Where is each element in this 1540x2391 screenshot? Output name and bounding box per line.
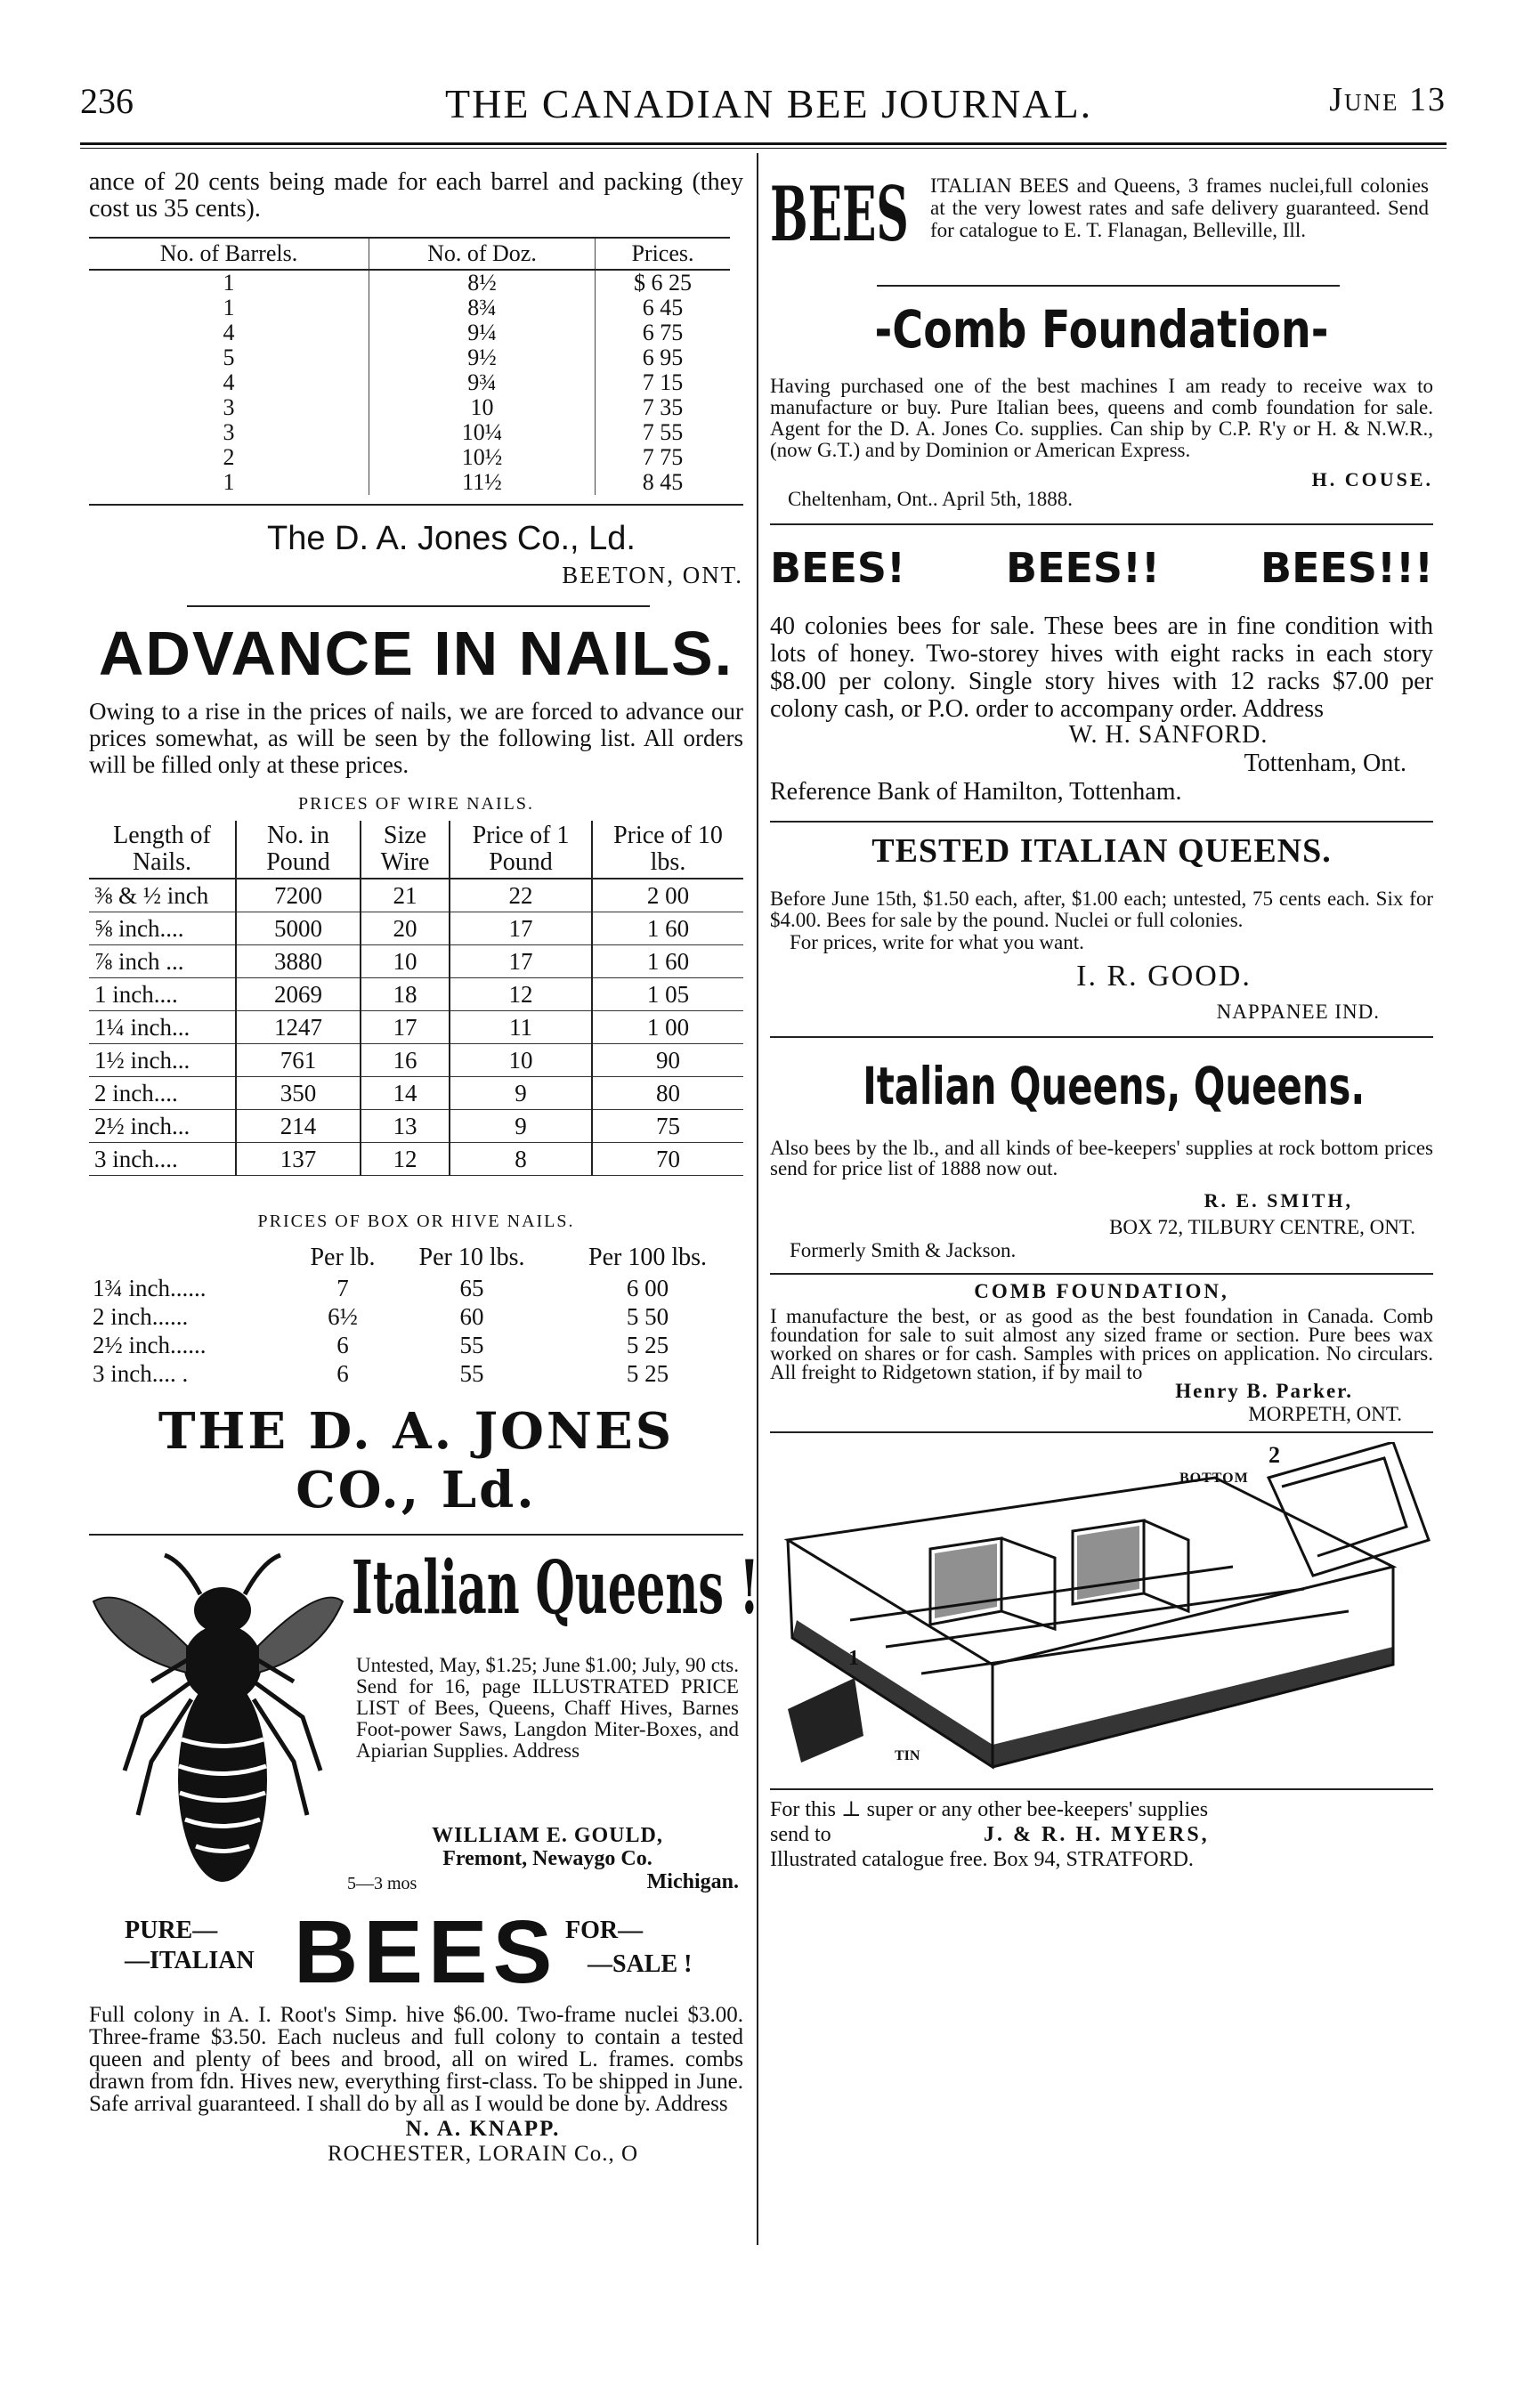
box-per100-header: Per 100 lbs.: [588, 1244, 707, 1271]
wire-cell: ⅜ & ½ inch: [89, 879, 236, 912]
barrel-intro: ance of 20 cents being made for each barrel and packing (they cost us 35 cents).: [89, 168, 743, 223]
barrel-price-table: [89, 237, 730, 495]
barrel-cell: 2: [223, 444, 235, 470]
wire-nails-title: PRICES OF WIRE NAILS.: [298, 794, 534, 814]
wire-cell: 2 00: [592, 879, 743, 912]
wire-cell: 10: [361, 945, 450, 978]
wire-cell: 5000: [236, 912, 361, 945]
barrel-cell: 6 45: [596, 296, 731, 320]
flanagan-bees: BEES: [770, 170, 909, 258]
sanford-reference: Reference Bank of Hamilton, Tottenham.: [770, 778, 1182, 806]
box-cell: 6: [336, 1332, 349, 1358]
wire-cell: 2½ inch...: [89, 1110, 236, 1143]
super-illustration: [770, 1442, 1433, 1785]
barrel-table-row: [89, 270, 730, 296]
wire-cell: ⅝ inch....: [89, 912, 236, 945]
wire-nails-row: [89, 978, 743, 1011]
jones-company-place: BEETON, ONT.: [562, 562, 743, 588]
box-cell: 6: [336, 1360, 349, 1387]
knapp-text: Full colony in A. I. Root's Simp. hive $6.00. Two-frame nuclei $3.00. Three-frame $3.50. Each nucleus and full colony to contain a tested queen and plenty of bees and brood, all on wired L. frames. combs drawn from fdn. Hives new, everything first-class. To be shipped in June. Safe arrival guaranteed. I shall do by all as I would be done by. Address: [89, 2003, 743, 2116]
wire-nails-row: [89, 879, 743, 912]
price-1lb-col-header: Price of 1 Pound: [450, 821, 592, 879]
parker-place: MORPETH, ONT.: [1248, 1403, 1402, 1425]
wire-cell: 350: [236, 1077, 361, 1110]
gould-heading: Italian Queens !: [352, 1545, 759, 1631]
wire-cell: 761: [236, 1044, 361, 1077]
good-name: I. R. GOOD.: [1076, 960, 1252, 993]
box-perlb-header: Per lb.: [310, 1244, 376, 1271]
parker-name: Henry B. Parker.: [1175, 1380, 1353, 1402]
price-10lb-col-header: Price of 10 lbs.: [592, 821, 743, 879]
barrel-table-row: [89, 470, 730, 495]
wire-cell: 14: [361, 1077, 450, 1110]
wire-cell: 70: [592, 1143, 743, 1176]
section-rule: [770, 1273, 1433, 1275]
barrel-cell: 7 75: [596, 445, 731, 470]
couse-date: Cheltenham, Ont.. April 5th, 1888.: [788, 488, 1074, 510]
sanford-heading: [770, 541, 1433, 595]
sanford-text: 40 colonies bees for sale. These bees are in fine condition with lots of honey. Two-storey hives with eight racks in each story $8.00 per colony. Single story hives with 12 racks $7.00 per colony cash, or P.O. order to accompany order. Address: [770, 612, 1433, 723]
bees-three: BEES!!!: [1260, 544, 1433, 592]
box-nails-row: [89, 1302, 743, 1331]
wire-cell: 1 00: [592, 1011, 743, 1044]
wire-nails-row: [89, 1110, 743, 1143]
barrel-table-row: [89, 370, 730, 395]
wire-cell: 12: [450, 978, 592, 1011]
smith-former: Formerly Smith & Jackson.: [790, 1239, 1017, 1261]
smith-heading: Italian Queens, Queens.: [863, 1056, 1366, 1116]
wire-cell: 3880: [236, 945, 361, 978]
good-place: NAPPANEE IND.: [1216, 1001, 1380, 1023]
barrel-table-row: [89, 445, 730, 470]
issue-date: June 13: [1329, 81, 1447, 118]
section-rule: [770, 1431, 1433, 1433]
barrel-cell: 7 55: [596, 420, 731, 445]
comb-foundation-heading: -Comb Foundation-: [874, 299, 1329, 360]
knapp-for: FOR—: [565, 1917, 644, 1944]
section-rule: [770, 1036, 1433, 1038]
wire-cell: 1 inch....: [89, 978, 236, 1011]
gould-ad: [89, 1539, 759, 1904]
wire-nails-row: [89, 1011, 743, 1044]
wire-cell: 3 inch....: [89, 1143, 236, 1176]
couse-text: Having purchased one of the best machines I am ready to receive wax to manufacture or buy. Pure Italian bees, queens and comb foundation for sale. Agent for the D. A. Jones Co. supplies. Can ship by C.P. R'y or H. & N.W.R., (now G.T.) and by Dominion or American Express.: [770, 375, 1433, 461]
wire-cell: 90: [592, 1044, 743, 1077]
section-rule: [877, 285, 1340, 287]
barrel-cell: 7 35: [596, 395, 731, 420]
box-cell: 6 00: [626, 1275, 669, 1301]
knapp-pure: PURE—: [125, 1917, 218, 1944]
barrel-cell: 1: [223, 295, 235, 320]
box-cell: 6½: [328, 1303, 358, 1330]
knapp-place: ROCHESTER, LORAIN Co., O: [327, 2142, 638, 2166]
wire-nails-row: [89, 912, 743, 945]
barrel-cell: 9¾: [369, 370, 595, 395]
page-number: 236: [80, 81, 134, 121]
gould-run: 5—3 mos: [347, 1874, 417, 1893]
wire-cell: ⅞ inch ...: [89, 945, 236, 978]
barrel-cell: $ 6 25: [596, 270, 731, 296]
barrel-cell: 8½: [369, 270, 595, 296]
box-cell: 3 inch.... .: [93, 1360, 189, 1387]
wire-cell: 214: [236, 1110, 361, 1143]
barrel-cell: 5: [223, 344, 235, 370]
nails-heading: ADVANCE IN NAILS.: [98, 619, 734, 688]
price-col-header: Prices.: [596, 238, 731, 270]
barrel-cell: 6 75: [596, 320, 731, 345]
box-nails-row: [89, 1274, 743, 1302]
wire-cell: 21: [361, 879, 450, 912]
barrel-cell: 7 15: [596, 370, 731, 395]
knapp-name: N. A. KNAPP.: [405, 2117, 561, 2141]
myers-line-1: For this ⊥ super or any other bee-keepers' supplies: [770, 1798, 1209, 1821]
gould-state: Michigan.: [646, 1870, 739, 1893]
running-head: [80, 80, 1447, 134]
wire-cell: 17: [361, 1011, 450, 1044]
parker-heading: COMB FOUNDATION,: [974, 1280, 1229, 1302]
barrel-cell: 3: [223, 419, 235, 445]
wire-cell: 1 05: [592, 978, 743, 1011]
super-label-bottom: BOTTOM: [1179, 1471, 1249, 1486]
wire-cell: 18: [361, 978, 450, 1011]
wire-cell: 20: [361, 912, 450, 945]
good-text: Before June 15th, $1.50 each, after, $1.00 each; untested, 75 cents each. Six for $4.00. Bees for sale by the pound. Nuclei or full colonies.: [770, 888, 1433, 931]
parker-text: I manufacture the best, or as good as the best foundation in Canada. Comb foundation for sale to suit almost any sized frame or section. Pure bees wax worked on shares or for cash. Samples with prices on application. No circulars. All freight to Ridgetown station, if by mail to: [770, 1305, 1433, 1383]
wire-cell: 12: [361, 1143, 450, 1176]
barrel-cell: 1: [223, 469, 235, 495]
size-col-header: Size Wire: [361, 821, 450, 879]
box-blank-header: [89, 1242, 294, 1274]
wire-cell: 80: [592, 1077, 743, 1110]
knapp-italian: —ITALIAN: [125, 1947, 255, 1974]
myers-line-2: [770, 1822, 1433, 1847]
wire-cell: 8: [450, 1143, 592, 1176]
box-nails-table: [89, 1242, 743, 1388]
knapp-sale: —SALE !: [588, 1950, 693, 1978]
box-per10-header: Per 10 lbs.: [418, 1244, 525, 1271]
wire-cell: 1247: [236, 1011, 361, 1044]
barrel-cell: 4: [223, 320, 235, 345]
box-cell: 5 25: [626, 1332, 669, 1358]
barrel-cell: 9¼: [369, 320, 595, 345]
barrel-cell: 8 45: [596, 470, 731, 495]
gould-place: Fremont, Newaygo Co.: [442, 1847, 652, 1870]
header-rule: [80, 142, 1447, 145]
wire-nails-row: [89, 945, 743, 978]
super-label-1: 1: [848, 1647, 859, 1670]
box-cell: 5 25: [626, 1360, 669, 1387]
jones-company-name: The D. A. Jones Co., Ld.: [267, 520, 636, 557]
box-cell: 55: [459, 1332, 484, 1358]
wire-cell: 17: [450, 945, 592, 978]
queen-bee-illustration: [89, 1548, 347, 1895]
smith-place: BOX 72, TILBURY CENTRE, ONT.: [1109, 1216, 1415, 1238]
gould-name: WILLIAM E. GOULD,: [432, 1824, 663, 1847]
section-rule: [770, 821, 1433, 823]
header-rule-thin: [80, 148, 1447, 149]
right-column: [770, 169, 1433, 1872]
super-label-2: 2: [1268, 1442, 1280, 1468]
doz-col-header: No. of Doz.: [369, 238, 595, 270]
wire-nails-row: [89, 1044, 743, 1077]
myers-send-to: send to: [770, 1823, 831, 1846]
smith-name: R. E. SMITH,: [1204, 1189, 1353, 1212]
nails-text: Owing to a rise in the prices of nails, we are forced to advance our prices somewhat, as will be seen by the following list. All orders will be filled only at these prices.: [89, 698, 743, 778]
column-divider: [757, 153, 758, 2245]
barrel-cell: 11½: [369, 470, 595, 495]
comb-super-drawing: [770, 1442, 1433, 1785]
couse-name: H. COUSE.: [1311, 468, 1433, 490]
barrel-cell: 8¾: [369, 296, 595, 320]
smith-text: Also bees by the lb., and all kinds of bee-keepers' supplies at rock bottom prices send for price list of 1888 now out.: [770, 1137, 1433, 1179]
section-rule: [770, 1788, 1433, 1790]
box-cell: 5 50: [626, 1303, 669, 1330]
wire-cell: 16: [361, 1044, 450, 1077]
sanford-name: W. H. SANFORD.: [1068, 721, 1268, 749]
wire-cell: 2 inch....: [89, 1077, 236, 1110]
wire-cell: 22: [450, 879, 592, 912]
barrel-table-rule: [89, 504, 743, 506]
wire-cell: 137: [236, 1143, 361, 1176]
barrel-table-row: [89, 395, 730, 420]
wire-cell: 10: [450, 1044, 592, 1077]
wire-cell: 1¼ inch...: [89, 1011, 236, 1044]
wire-cell: 1 60: [592, 945, 743, 978]
journal-title: THE CANADIAN BEE JOURNAL.: [445, 81, 1093, 126]
box-cell: 65: [459, 1275, 484, 1301]
wire-cell: 9: [450, 1077, 592, 1110]
barrel-cell: 6 95: [596, 345, 731, 370]
barrel-cell: 1: [223, 270, 235, 296]
gould-text: Untested, May, $1.25; June $1.00; July, 90 cts. Send for 16, page ILLUSTRATED PRICE LIST of Bees, Queens, Chaff Hives, Barnes Foot-power Saws, Langdon Miter-Boxes, and Apiarian Supplies. Address: [356, 1654, 739, 1762]
wire-cell: 11: [450, 1011, 592, 1044]
sanford-place: Tottenham, Ont.: [1244, 750, 1406, 777]
box-nails-row: [89, 1331, 743, 1359]
box-cell: 1¾ inch......: [93, 1275, 207, 1301]
barrel-table-row: [89, 420, 730, 445]
count-col-header: No. in Pound: [236, 821, 361, 879]
box-cell: 55: [459, 1360, 484, 1387]
bees-two: BEES!!: [1006, 544, 1161, 592]
knapp-bees: BEES: [294, 1902, 558, 2002]
good-text-2: For prices, write for what you want.: [790, 931, 1084, 953]
barrel-cell: 4: [223, 369, 235, 395]
barrel-table-row: [89, 345, 730, 370]
jones-banner: THE D. A. JONES CO., Ld.: [158, 1402, 675, 1520]
barrel-cell: 10: [369, 395, 595, 420]
wire-cell: 75: [592, 1110, 743, 1143]
wire-cell: 7200: [236, 879, 361, 912]
barrel-col-header: No. of Barrels.: [89, 238, 369, 270]
wire-cell: 17: [450, 912, 592, 945]
super-label-tin: TIN: [895, 1748, 920, 1763]
barrel-table-row: [89, 320, 730, 345]
wire-cell: 1 60: [592, 912, 743, 945]
barrel-table-row: [89, 296, 730, 320]
flanagan-text: ITALIAN BEES and Queens, 3 frames nuclei,full colonies at the very lowest rates and safe delivery guaranteed. Send for catalogue to E. T. Flanagan, Belleville, Ill.: [930, 174, 1429, 241]
myers-line-3: Illustrated catalogue free. Box 94, STRATFORD.: [770, 1848, 1194, 1871]
section-rule: [770, 523, 1433, 525]
box-cell: 60: [459, 1303, 484, 1330]
box-cell: 7: [336, 1275, 349, 1301]
section-rule: [187, 605, 650, 607]
barrel-cell: 10¼: [369, 420, 595, 445]
wire-cell: 2069: [236, 978, 361, 1011]
barrel-cell: 10½: [369, 445, 595, 470]
section-rule: [89, 1534, 743, 1536]
left-column: [89, 168, 759, 2167]
flanagan-ad: [770, 169, 1433, 285]
good-heading: TESTED ITALIAN QUEENS.: [871, 832, 1332, 870]
myers-name: J. & R. H. MYERS,: [984, 1823, 1210, 1846]
length-col-header: Length of Nails.: [89, 821, 236, 879]
barrel-cell: 9½: [369, 345, 595, 370]
wire-nails-row: [89, 1077, 743, 1110]
box-nails-title: PRICES OF BOX OR HIVE NAILS.: [257, 1212, 575, 1231]
wire-nails-row: [89, 1143, 743, 1176]
wire-nails-table: [89, 821, 743, 1176]
barrel-cell: 3: [223, 394, 235, 420]
box-nails-row: [89, 1359, 743, 1388]
bees-one: BEES!: [770, 544, 906, 592]
box-cell: 2½ inch......: [93, 1332, 207, 1358]
wire-cell: 1½ inch...: [89, 1044, 236, 1077]
knapp-heading: [89, 1902, 743, 2004]
wire-cell: 9: [450, 1110, 592, 1143]
box-cell: 2 inch......: [93, 1303, 189, 1330]
wire-cell: 13: [361, 1110, 450, 1143]
